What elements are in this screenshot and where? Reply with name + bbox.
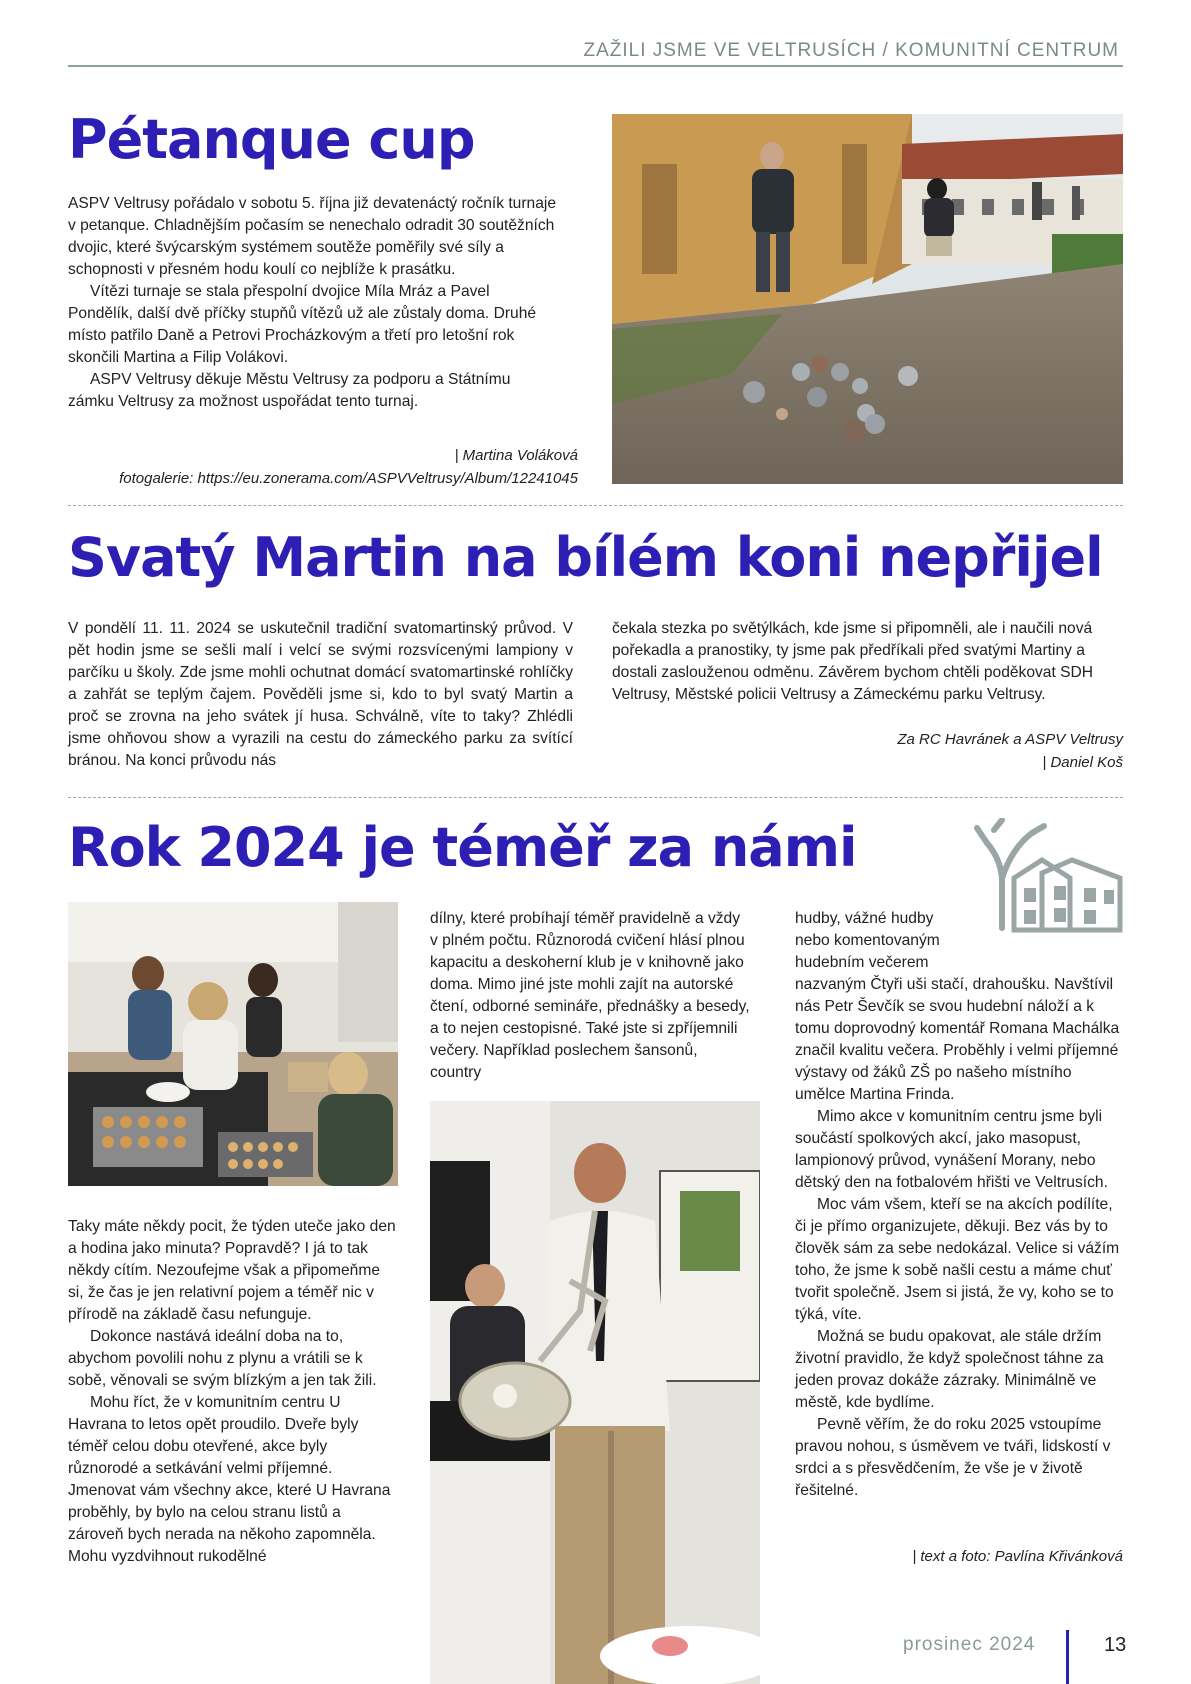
article-title-rok-2024: Rok 2024 je téměř za námi — [68, 816, 857, 879]
author-signature: | Daniel Koš — [1042, 754, 1123, 771]
author-signature: | text a foto: Pavlína Křivánková — [912, 1548, 1123, 1565]
section-divider — [68, 797, 1123, 798]
paragraph: nazvaným Čtyři uši stačí, drahoušku. Navštívil nás Petr Ševčík se svou hudební náloží a k tomu doprovodný komentář Romana Machálka značil kvalitu večera. Proběhly i velmi příjemné výstavy od žáků ZŠ po našeho místního umělce Martina Frinda. — [795, 976, 1120, 1103]
header-rule — [68, 65, 1123, 67]
paragraph: ASPV Veltrusy pořádalo v sobotu 5. října již devatenáctý ročník turnaje v petanque. Chladnějším počasím se nenechalo odradit 30 soutěžních dvojic, které švýcarským systémem soutěže poměřily své síly a schopnosti v přesném hodu koulí co nejblíže k prasátku. — [68, 195, 557, 278]
article-body-martin-col2: čekala stezka po světýlkách, kde jsme si připomněli, ale i naučili nová pořekadla a pranostiky, ty jsme pak předříkali před svatými Martiny a dostali zaslouženou odměnu. Závěrem bychom chtěli poděkovat SDH Veltrusy, Městské policii Veltrusy a Zámeckému parku Veltrusy. — [612, 620, 1094, 703]
article-body-martin-col1: V pondělí 11. 11. 2024 se uskutečnil tradiční svatomartinský průvod. V pět hodin jsme se sešli malí i velcí se svými rozsvícenými lampiony v parčíku u školy. Zde jsme mohli ochutnat domácí svatomartinské rohlíčky a zahřát se teplým čajem. Pověděli jsme si, kdo to byl svatý Martin a proč se zrovna na jeho svátek jí husa. Schválně, víte to taky? Zhlédli jsme ohňovou show a vyrazili na cestu do zámeckého parku za svítící bránou. Na konci průvodu nás — [68, 620, 573, 769]
author-signature: | Martina Voláková — [454, 447, 578, 464]
community-centre-logo-icon — [972, 818, 1124, 938]
gallery-link[interactable]: fotogalerie: https://eu.zonerama.com/ASPVVeltrusy/Album/12241045 — [119, 470, 578, 487]
section-divider — [68, 505, 1123, 506]
paragraph: Taky máte někdy pocit, že týden uteče jako den a hodina jako minuta? Popravdě? I já to tak někdy cítím. Nezoufejme však a připomeňme si, že čas je jen relativní pojem a téměř nic v přírodě na základě času nefunguje. — [68, 1218, 396, 1323]
paragraph: Mohu říct, že v komunitním centru U Havrana to letos opět proudilo. Dveře byly téměř celou dobu otevřené, akce byly různorodé a setkávání velmi příjemné. Jmenovat vám všechny akce, které U Havrana proběhly, by bylo na celou stranu listů a zároveň bych nerada na někoho zapomněla. Mohu vyzdvihnout rukodělné — [68, 1394, 391, 1565]
paragraph: Možná se budu opakovat, ale stále držím životní pravidlo, že když společnost táhne za jeden provaz dokáže zázraky. Minimálně ve městě, kde bydlíme. — [795, 1328, 1104, 1411]
article-title-petanque: Pétanque cup — [68, 108, 475, 171]
article-body-rok-col1 — [68, 1216, 398, 1568]
paragraph: Dokonce nastává ideální doba na to, abychom povolili nohu z plynu a vrátili se k sobě, věnovali se svým blízkým a jen tak žili. — [68, 1328, 377, 1389]
article-body-rok-col3-top: hudby, vážné hudby nebo komentovaným hudebním večerem — [795, 910, 940, 971]
footer-divider — [1066, 1630, 1069, 1684]
paragraph: Moc vám všem, kteří se na akcích podílíte, či je přímo organizujete, děkuji. Bez vás by to člověk sám za sebe nedokázal. Velice si vážím toho, že jsme k sobě našli cestu a máme chuť tvořit společně. Jsem si jistá, že vy, koho se to týká, víte. — [795, 1196, 1120, 1323]
petanque-photo — [612, 114, 1123, 484]
article-title-martin: Svatý Martin na bílém koni nepřijel — [68, 526, 1103, 589]
paragraph: Pevně věřím, že do roku 2025 vstoupíme pravou nohou, s úsměvem ve tváři, lidskostí v srdci a s přesvědčením, že vše je v životě řešitelné. — [795, 1416, 1111, 1499]
paragraph: Mimo akce v komunitním centru jsme byli součástí spolkových akcí, jako masopust, lampionový průvod, vynášení Morany, nebo dětský den na fotbalovém hřišti ve Veltrusích. — [795, 1108, 1108, 1191]
paragraph: Vítězi turnaje se stala přespolní dvojice Míla Mráz a Pavel Pondělík, další dvě příčky stupňů vítězů už ale zůstaly doma. Druhé místo patřilo Daně a Petrovi Procházkovým a třetí pro letošní rok skončili Martina a Filip Volákovi. — [68, 283, 537, 366]
organizer-signature: Za RC Havránek a ASPV Veltrusy — [897, 731, 1123, 748]
craft-workshop-photo — [68, 902, 398, 1186]
section-header: ZAŽILI JSME VE VELTRUSÍCH / KOMUNITNÍ CENTRUM — [583, 40, 1119, 61]
article-body-rok-col3 — [795, 974, 1125, 1502]
article-body-rok-col2: dílny, které probíhají téměř pravidelně a vždy v plném počtu. Různorodá cvičení hlásí plnou kapacitu a deskoherní klub je v knihovně jako doma. Mimo jiné jste mohli zajít na autorské čtení, odborné semináře, přednášky a besedy, a to nejen cestopisné. Také jste si zpříjemnili večery. Například poslechem šansonů, country — [430, 910, 750, 1081]
trumpet-concert-photo — [430, 1101, 760, 1684]
page-number: 13 — [1104, 1634, 1127, 1656]
footer-month: prosinec 2024 — [903, 1634, 1036, 1655]
paragraph: ASPV Veltrusy děkuje Městu Veltrusy za podporu a Státnímu zámku Veltrusy za možnost uspořádat tento turnaj. — [68, 371, 511, 410]
article-body-petanque — [68, 193, 558, 413]
